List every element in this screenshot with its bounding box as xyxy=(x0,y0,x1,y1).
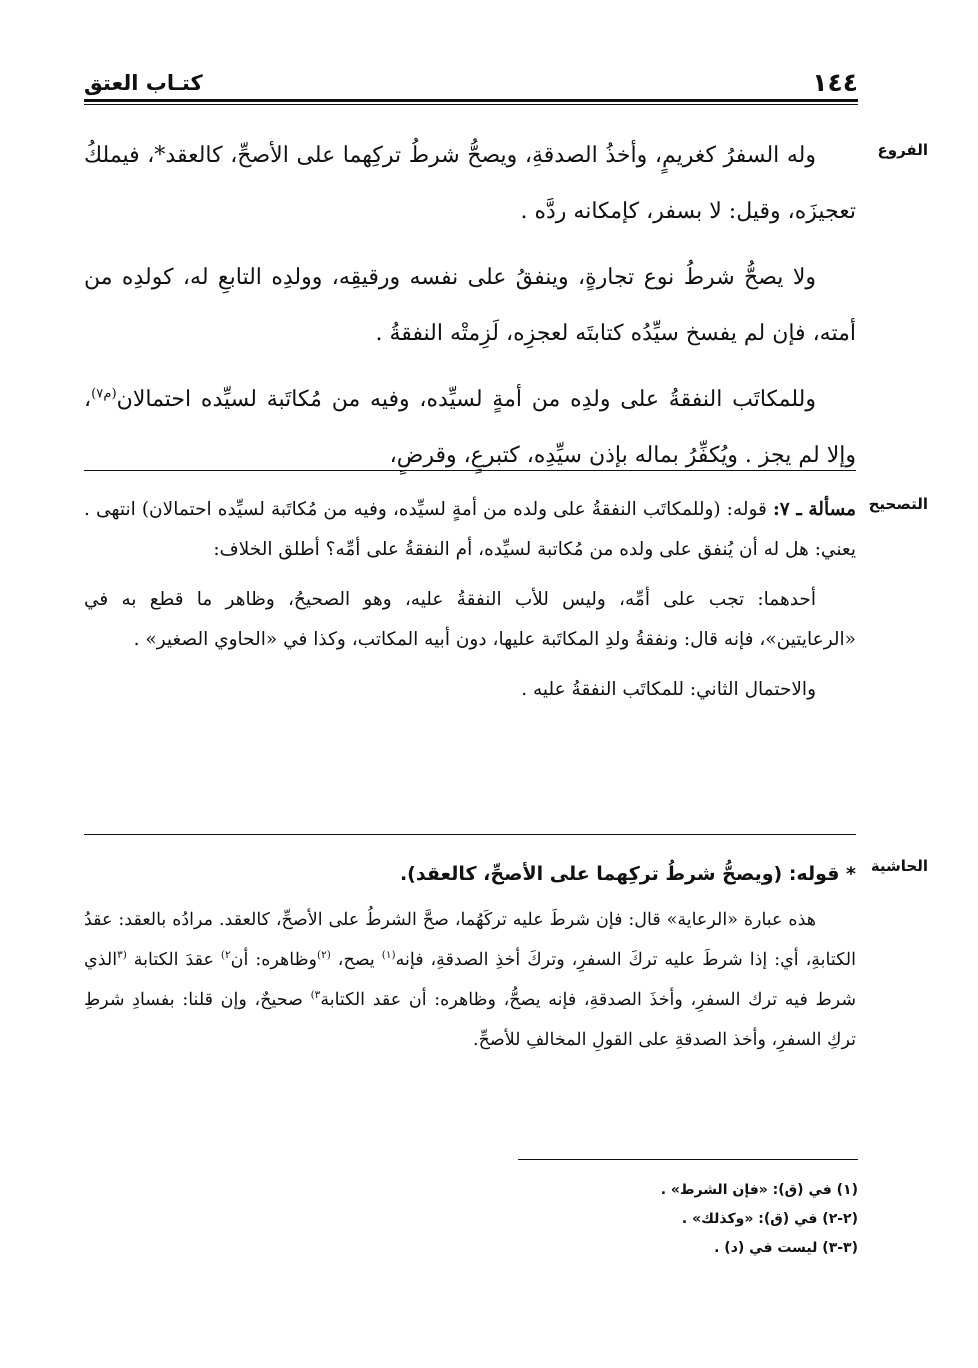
hashia-seg-3: وظاهره: أن xyxy=(230,950,317,970)
header-rule-thin xyxy=(84,104,858,105)
hashia-seg-2: يصح، xyxy=(330,950,382,970)
hashia-seg-1: هذه عبارة «الرعاية» قال: فإن شرطَ عليه تركَهُما، صحَّ الشرطُ على الأصحِّ، كالعقد. مرادُه بالعقد: عقدُ الكتابةِ، أي: إذا شرطَ عليه تركَ السفرِ، وتركَ أخذِ الصدقةِ، فإنه xyxy=(84,910,856,970)
tashih-paragraph-1-text: قوله: (وللمكاتَب النفقةُ على ولده من أمةٍ لسيِّده، وفيه من مُكاتَبة لسيِّده احتمالان) انتهى . يعني: هل له أن يُنفق على ولده من مُكاتبة لسيِّده، أم النفقةُ على أمِّه؟ أطلق الخلاف: xyxy=(84,499,856,560)
tashih-paragraph-2: أحدهما: تجب على أمِّه، وليس للأب النفقةُ عليه، وهو الصحيحُ، وظاهر ما قطع به في «الرعايتين»، فإنه قال: ونفقةُ ولدِ المكاتَبة عليها، دون أبيه المكاتب، وكذا في «الحاوي الصغير» . xyxy=(84,589,856,650)
masala-marker: (م٧) xyxy=(91,386,117,402)
tashih-paragraph-1 xyxy=(84,490,856,570)
hashia-qawl: * قوله: (ويصحُّ شرطُ تركِهما على الأصحِّ، كالعقد). xyxy=(399,863,856,885)
hashia-seg-5: الذي شرط فيه ترك السفرِ، وأخذَ الصدقةِ، فإنه يصحُّ، وظاهره: أن عقد الكتابة xyxy=(84,950,856,1010)
footnote-ref-3-close: ٣) xyxy=(310,989,321,1002)
header-rule xyxy=(84,99,858,102)
hashia-seg-6: صحيحٌ، وإن قلنا: بفسادِ شرطِ تركِ السفرِ، وأخذ الصدقةِ على القولِ المخالفِ للأصحِّ. xyxy=(84,990,856,1050)
footnote-2: (٢-٢) في (ق): «وكذلك» . xyxy=(681,1211,858,1227)
footnote-ref-2-open: (٢) xyxy=(316,949,331,962)
footnote-divider xyxy=(518,1159,858,1160)
label-furu: الفروع xyxy=(877,141,928,159)
footnotes xyxy=(258,1176,858,1263)
book-title: كتـاب العتق xyxy=(84,71,203,95)
main-paragraph-2: ولا يصحُّ شرطُ نوع تجارةٍ، وينفقُ على نفسه ورقيقِه، وولدِه التابعِ له، كولدِه من أمته، فإن لم يفسخ سيِّدُه كتابتَه لعجزِه، لَزِمتْه النفقةُ . xyxy=(84,265,856,346)
main-paragraph-3-tail: ، وإلا لم يجز . ويُكفِّرُ بماله بإذن سيِّدِه، كتبرعٍ، وقرضٍ، xyxy=(84,387,856,468)
footnote-ref-1: (١) xyxy=(381,949,396,962)
hashia-seg-4: عقدَ الكتابة xyxy=(126,950,221,970)
label-tashih: التصحيح xyxy=(868,495,928,513)
footnote-ref-2-close: ٢) xyxy=(220,949,231,962)
main-paragraph-1: وله السفرُ كغريمٍ، وأخذُ الصدقةِ، ويصحُّ شرطُ تركِهما على الأصحِّ، كالعقد*، فيملكُ تعجيزَه، وقيل: لا بسفر، كإمكانه ردَّه . xyxy=(84,143,856,224)
section-divider-1 xyxy=(84,470,856,471)
hashia-paragraph xyxy=(84,900,856,1060)
section-divider-2 xyxy=(84,834,856,835)
footnote-1: (١) في (ق): «فإن الشرط» . xyxy=(660,1182,858,1198)
label-hashia: الحاشية xyxy=(870,857,928,875)
page-header xyxy=(84,62,858,98)
main-paragraph-3-text: وللمكاتَب النفقةُ على ولدِه من أمةٍ لسيِّده، وفيه من مُكاتَبة لسيِّده احتمالان xyxy=(116,387,816,412)
page-number: ١٤٤ xyxy=(812,68,858,97)
main-text-section xyxy=(84,128,856,484)
footnote-ref-3-open: (٣ xyxy=(117,949,127,962)
footnote-3: (٣-٣) ليست في (د) . xyxy=(714,1240,858,1256)
tashih-paragraph-3: والاحتمال الثاني: للمكاتَب النفقةُ عليه . xyxy=(521,679,816,700)
masala-label: مسألة ـ ٧: xyxy=(772,499,856,520)
hashia-section xyxy=(84,858,856,1060)
main-paragraph-3 xyxy=(84,372,856,484)
tashih-section xyxy=(84,490,856,710)
